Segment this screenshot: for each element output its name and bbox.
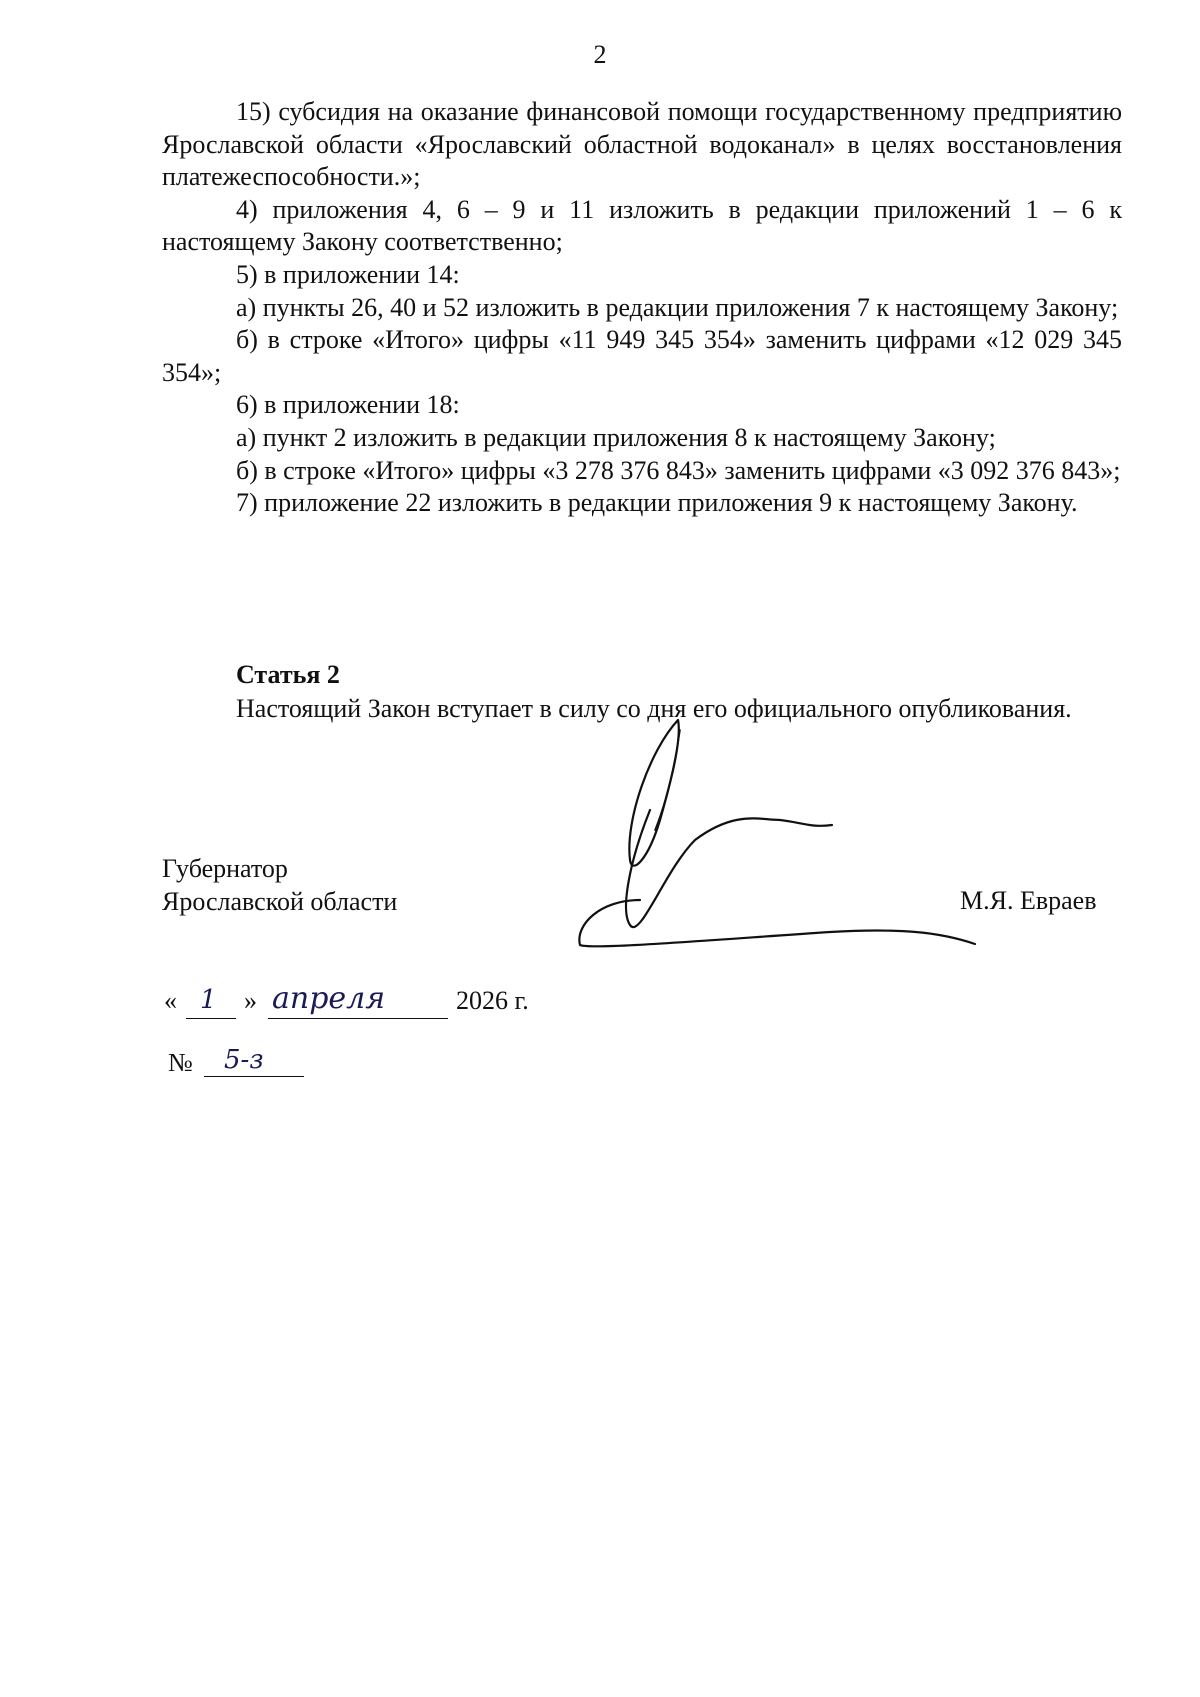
- position-line-1: Губернатор: [162, 854, 288, 883]
- paragraph-5a: а) пункты 26, 40 и 52 изложить в редакции приложения 7 к настоящему Закону;: [236, 292, 1119, 322]
- date-close-quote: »: [244, 986, 257, 1015]
- amendments-list: [162, 96, 1122, 520]
- date-day: [186, 978, 236, 1019]
- law-number-line: [168, 1040, 318, 1110]
- svg-text:апреля: апреля: [272, 981, 386, 1016]
- handwritten-number: [204, 1040, 314, 1110]
- position-line-2: Ярославской области: [162, 887, 398, 916]
- svg-text:1: 1: [200, 985, 217, 1015]
- paragraph-6a: а) пункт 2 изложить в редакции приложения 8 к настоящему Закону;: [236, 422, 996, 452]
- handwritten-month: [268, 978, 448, 1018]
- paragraph-5b: б) в строке «Итого» цифры «11 949 345 354» заменить цифрами «12 029 345 354»;: [162, 325, 1122, 387]
- date-open-quote: «: [164, 986, 177, 1015]
- signatory-position: [162, 852, 397, 918]
- paragraph-4: 4) приложения 4, 6 – 9 и 11 изложить в редакции приложений 1 – 6 к настоящему Закону соответственно;: [162, 194, 1122, 257]
- signer-name: М.Я. Евраев: [960, 886, 1097, 915]
- handwritten-day: [186, 978, 236, 1018]
- date-line: [164, 978, 564, 1022]
- paragraph-5: 5) в приложении 14:: [236, 259, 460, 289]
- paragraph-6b: б) в строке «Итого» цифры «3 278 376 843» заменить цифрами «3 092 376 843»;: [236, 455, 1121, 485]
- article-text: Настоящий Закон вступает в силу со дня его официального опубликования.: [236, 694, 1072, 723]
- law-number-value: [204, 1040, 304, 1077]
- date-year: 2026 г.: [456, 986, 529, 1015]
- page-number: 2: [593, 40, 607, 69]
- paragraph-15: 15) субсидия на оказание финансовой помощи государственному предприятию Ярославской области «Ярославский областной водоканал» в целях восстановления платежеспособности.»;: [162, 97, 1122, 192]
- handwritten-signature: [570, 700, 1050, 980]
- paragraph-6: 6) в приложении 18:: [236, 390, 460, 420]
- number-label: №: [168, 1048, 193, 1077]
- article-title: Статья 2: [236, 660, 340, 689]
- svg-text:5-з: 5-з: [224, 1045, 264, 1075]
- paragraph-7: 7) приложение 22 изложить в редакции приложения 9 к настоящему Закону.: [236, 488, 1078, 518]
- date-month: [268, 978, 448, 1019]
